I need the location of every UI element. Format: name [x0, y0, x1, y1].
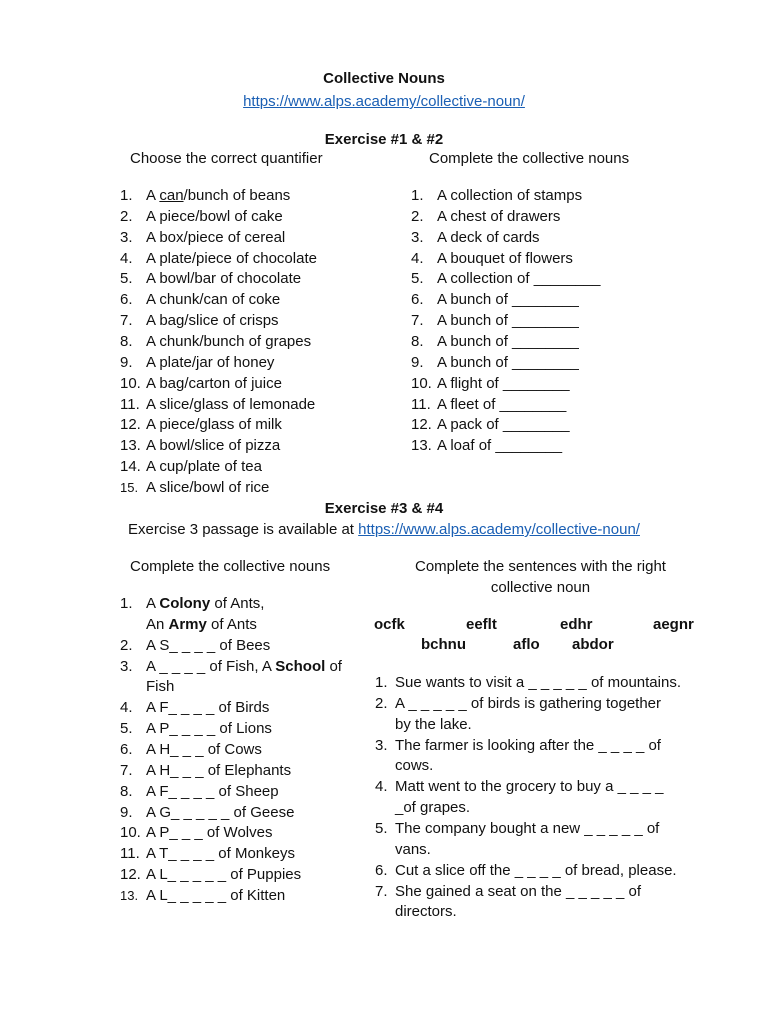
list-item — [411, 396, 566, 413]
list-item — [120, 250, 317, 267]
list-item — [120, 720, 272, 737]
exercise-2-heading: Complete the collective nouns — [429, 150, 630, 167]
source-link-wrap — [0, 93, 768, 110]
item-number: 10. — [120, 824, 141, 841]
list-item — [120, 291, 280, 308]
passage-note — [0, 521, 768, 538]
sentence-item — [375, 862, 677, 879]
item-number: 4. — [120, 699, 133, 716]
item-number: 7. — [375, 883, 388, 900]
item-text: A H_ _ _ of Elephants — [146, 762, 292, 779]
item-text: /bunch of beans — [183, 187, 291, 204]
list-item — [120, 396, 315, 413]
item-text: A bouquet of flowers — [437, 250, 573, 267]
list-item — [120, 741, 262, 758]
list-item — [411, 333, 579, 350]
item-text: A bunch of ________ — [437, 291, 579, 308]
sentence-text: The farmer is looking after the _ _ _ _ of — [395, 737, 661, 754]
item-number: 13. — [411, 437, 432, 454]
sentence-continuation — [395, 716, 472, 733]
exercise-1-heading: Choose the correct quantifier — [130, 150, 323, 167]
list-item — [120, 479, 269, 496]
list-item — [411, 291, 579, 308]
list-item — [120, 229, 285, 246]
item-number: 2. — [120, 208, 133, 225]
item-number: 5. — [120, 720, 133, 737]
item-text: A slice/glass of lemonade — [146, 396, 316, 413]
item-number: 11. — [411, 396, 431, 413]
list-item — [411, 375, 570, 392]
item-number: 8. — [120, 783, 133, 800]
sentence-text: vans. — [395, 841, 431, 858]
item-number: 4. — [120, 250, 133, 267]
item-text: A F_ _ _ _ of Sheep — [146, 783, 279, 800]
item-text: A plate/jar of honey — [146, 354, 275, 371]
sentence-continuation — [395, 757, 433, 774]
list-item — [411, 187, 582, 204]
item-number: 13. — [120, 437, 141, 454]
item-text: of Ants, — [210, 595, 265, 612]
item-number: 6. — [120, 741, 133, 758]
item-number: 6. — [411, 291, 424, 308]
sentence-item — [375, 820, 659, 837]
scrambled-word: bchnu — [421, 636, 466, 653]
item-text: A loaf of ________ — [437, 437, 563, 454]
item-text: A slice/bowl of rice — [146, 479, 270, 496]
item-text: A _ _ _ _ of Fish, A — [146, 658, 276, 675]
list-item — [411, 208, 560, 225]
item-number: 10. — [411, 375, 432, 392]
scrambled-word: aegnr — [653, 616, 694, 633]
item-text: A chunk/can of coke — [146, 291, 281, 308]
list-item — [120, 437, 280, 454]
passage-prefix: Exercise 3 passage is available at — [128, 521, 359, 538]
sentence-text: _of grapes. — [395, 799, 471, 816]
item-number: 7. — [120, 312, 133, 329]
item-number: 9. — [120, 354, 133, 371]
sentence-item — [375, 778, 663, 795]
item-number: 11. — [120, 396, 140, 413]
item-number: 9. — [120, 804, 133, 821]
item-text: of Ants — [206, 616, 257, 633]
item-number: 1. — [375, 674, 388, 691]
item-number: 12. — [120, 866, 141, 883]
item-text: An — [146, 616, 169, 633]
item-text: A — [146, 595, 160, 612]
sentence-continuation — [395, 799, 470, 816]
item-text: A pack of ________ — [437, 416, 570, 433]
list-item — [120, 270, 301, 287]
sentence-text: Matt went to the grocery to buy a _ _ _ _ — [395, 778, 664, 795]
sentence-text: The company bought a new _ _ _ _ _ of — [395, 820, 660, 837]
list-item — [120, 658, 342, 675]
sentence-text: by the lake. — [395, 716, 472, 733]
item-number: 10. — [120, 375, 141, 392]
list-item — [120, 187, 290, 204]
item-text: A collection of ________ — [437, 270, 601, 287]
item-number: 15. — [120, 480, 139, 495]
item-number: 3. — [375, 737, 388, 754]
list-item — [120, 637, 270, 654]
item-text: A fleet of ________ — [437, 396, 567, 413]
item-text: A S_ _ _ _ of Bees — [146, 637, 271, 654]
item-text: A G_ _ _ _ _ of Geese — [146, 804, 295, 821]
scrambled-word: ocfk — [374, 616, 405, 633]
item-text: A bunch of ________ — [437, 354, 579, 371]
item-text-bold: School — [275, 658, 326, 675]
item-text: A bunch of ________ — [437, 312, 579, 329]
list-item — [120, 845, 295, 862]
item-number: 1. — [120, 187, 133, 204]
list-item — [120, 375, 282, 392]
item-number: 3. — [120, 658, 133, 675]
item-number: 5. — [411, 270, 424, 287]
list-item — [411, 312, 579, 329]
sentence-text: Cut a slice off the _ _ _ _ of bread, please. — [395, 862, 677, 879]
list-item — [120, 595, 264, 612]
list-item — [411, 354, 579, 371]
item-text: A chunk/bunch of grapes — [146, 333, 312, 350]
item-number: 9. — [411, 354, 424, 371]
item-text: Fish — [146, 678, 175, 695]
sentence-continuation — [395, 841, 431, 858]
item-number: 7. — [411, 312, 424, 329]
scrambled-word: edhr — [560, 616, 593, 633]
item-text: A piece/bowl of cake — [146, 208, 283, 225]
item-number: 7. — [120, 762, 133, 779]
list-item — [120, 824, 272, 841]
passage-link[interactable]: https://www.alps.academy/collective-noun/ — [358, 521, 640, 538]
item-number: 8. — [411, 333, 424, 350]
item-text: A P_ _ _ _ of Lions — [146, 720, 272, 737]
item-text: A piece/glass of milk — [146, 416, 282, 433]
list-item — [120, 354, 274, 371]
item-text: A collection of stamps — [437, 187, 583, 204]
item-text: A chest of drawers — [437, 208, 561, 225]
list-item — [120, 208, 283, 225]
sentence-text: cows. — [395, 757, 434, 774]
item-number: 3. — [411, 229, 424, 246]
item-number: 14. — [120, 458, 141, 475]
item-text: A cup/plate of tea — [146, 458, 262, 475]
item-number: 4. — [375, 778, 388, 795]
page-title: Collective Nouns — [323, 70, 445, 87]
item-text: A F_ _ _ _ of Birds — [146, 699, 270, 716]
list-item — [411, 437, 562, 454]
item-text: A T_ _ _ _ of Monkeys — [146, 845, 295, 862]
exercise-1-2-heading: Exercise #1 & #2 — [324, 131, 444, 148]
item-text: A L_ _ _ _ _ of Kitten — [146, 887, 286, 904]
list-item-continuation — [146, 616, 257, 633]
list-item — [120, 699, 269, 716]
sentence-text: Sue wants to visit a _ _ _ _ _ of mountains. — [395, 674, 681, 691]
item-number: 6. — [375, 862, 388, 879]
list-item — [120, 416, 282, 433]
item-text-bold: Army — [168, 616, 207, 633]
list-item — [120, 333, 311, 350]
sentence-text: A _ _ _ _ _ of birds is gathering together — [395, 695, 662, 712]
item-text: of — [325, 658, 342, 675]
item-text-bold: Colony — [159, 595, 211, 612]
item-text: A bag/carton of juice — [146, 375, 282, 392]
scrambled-word: eeflt — [466, 616, 497, 633]
exercise-4-heading-line1: Complete the sentences with the right — [415, 558, 666, 575]
sentence-item — [375, 737, 661, 754]
item-text: A flight of ________ — [437, 375, 570, 392]
sentence-text: She gained a seat on the _ _ _ _ _ of — [395, 883, 642, 900]
item-text: A bunch of ________ — [437, 333, 579, 350]
item-number: 12. — [120, 416, 141, 433]
item-number: 1. — [120, 595, 133, 612]
item-number: 6. — [120, 291, 133, 308]
item-text: A box/piece of cereal — [146, 229, 286, 246]
item-number: 1. — [411, 187, 424, 204]
list-item — [120, 762, 291, 779]
item-text: A H_ _ _ of Cows — [146, 741, 262, 758]
source-link[interactable]: https://www.alps.academy/collective-noun/ — [243, 93, 525, 110]
scrambled-word: aflo — [513, 636, 540, 653]
item-text: A L_ _ _ _ _ of Puppies — [146, 866, 302, 883]
item-number: 13. — [120, 888, 139, 903]
list-item — [411, 416, 570, 433]
list-item — [120, 312, 279, 329]
list-item — [411, 229, 540, 246]
list-item — [411, 270, 600, 287]
sentence-text: directors. — [395, 903, 457, 920]
item-number: 2. — [375, 695, 388, 712]
list-item — [411, 250, 573, 267]
scrambled-word: abdor — [572, 636, 614, 653]
item-number: 3. — [120, 229, 133, 246]
sentence-item — [375, 695, 661, 712]
sentence-item — [375, 674, 681, 691]
item-text: A plate/piece of chocolate — [146, 250, 317, 267]
item-number: 11. — [120, 845, 140, 862]
sentence-continuation — [395, 903, 457, 920]
item-text: A P_ _ _ of Wolves — [146, 824, 273, 841]
item-text: A bag/slice of crisps — [146, 312, 279, 329]
item-text: A bowl/slice of pizza — [146, 437, 281, 454]
item-text: A bowl/bar of chocolate — [146, 270, 302, 287]
item-number: 12. — [411, 416, 432, 433]
item-number: 2. — [120, 637, 133, 654]
list-item — [120, 804, 294, 821]
exercise-4-heading-line2: collective noun — [490, 579, 591, 596]
list-item — [120, 458, 262, 475]
item-text: A — [146, 187, 160, 204]
sentence-item — [375, 883, 641, 900]
item-number: 8. — [120, 333, 133, 350]
item-text: A deck of cards — [437, 229, 540, 246]
list-item — [120, 783, 279, 800]
item-number: 4. — [411, 250, 424, 267]
list-item-continuation — [146, 678, 174, 695]
item-number: 5. — [120, 270, 133, 287]
list-item — [120, 866, 301, 883]
exercise-3-4-heading: Exercise #3 & #4 — [324, 500, 444, 517]
exercise-3-heading: Complete the collective nouns — [130, 558, 331, 575]
item-text-underlined: can — [159, 187, 184, 204]
list-item — [120, 887, 285, 904]
item-number: 5. — [375, 820, 388, 837]
item-number: 2. — [411, 208, 424, 225]
